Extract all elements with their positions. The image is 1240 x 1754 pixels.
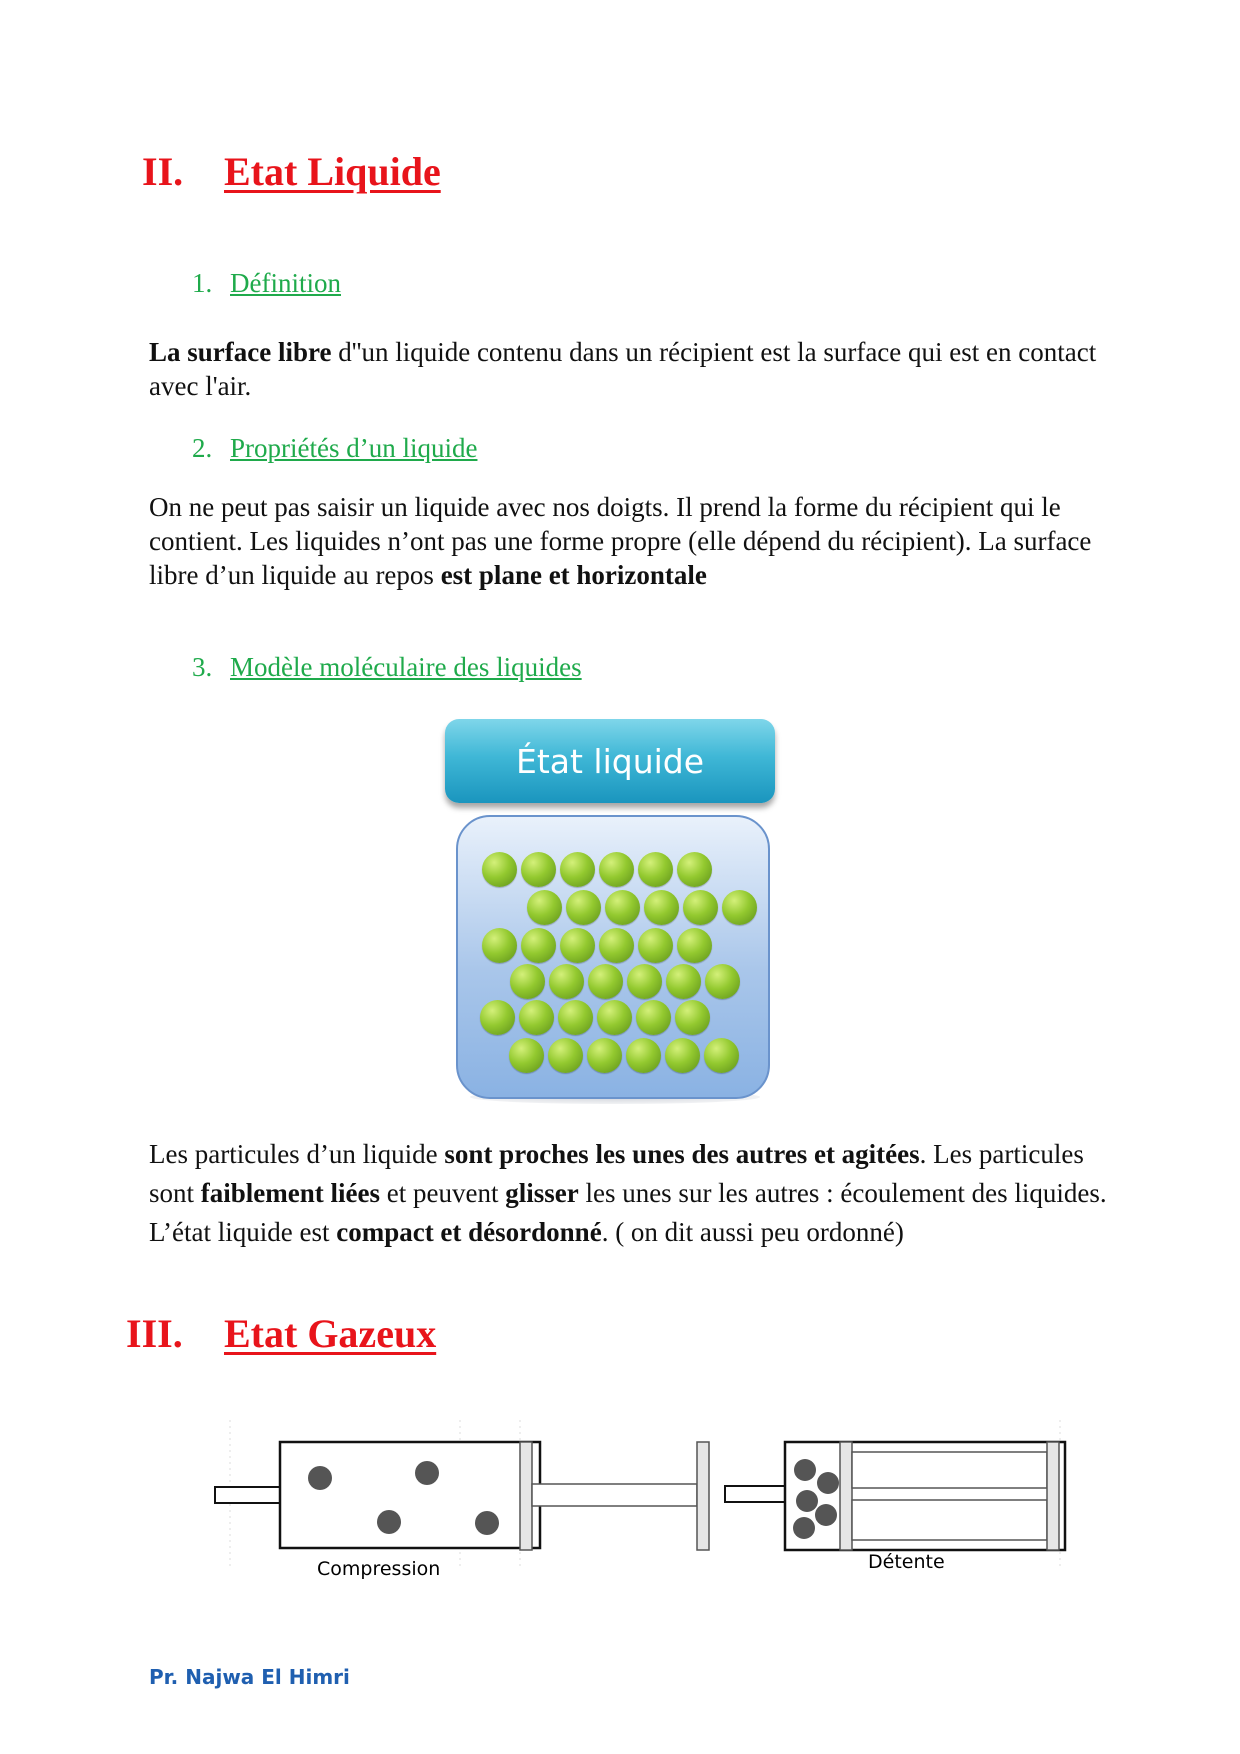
- particle: [482, 852, 517, 887]
- subsection-number: 3.: [192, 652, 213, 682]
- gas-particle: [796, 1490, 818, 1512]
- particle: [509, 1038, 544, 1073]
- particles-text-3: et peuvent: [379, 1178, 506, 1208]
- gas-particle: [377, 1510, 401, 1534]
- particle: [549, 964, 584, 999]
- definition-paragraph: [149, 335, 1109, 403]
- bold-term: La surface libre: [149, 337, 332, 367]
- particle: [480, 1000, 515, 1035]
- particle: [605, 890, 640, 925]
- particle: [627, 964, 662, 999]
- particles-bold-2: faiblement liées: [200, 1178, 380, 1208]
- nozzle: [725, 1486, 785, 1502]
- particle: [566, 890, 601, 925]
- properties-bold: est plane et horizontale: [440, 560, 707, 590]
- particles-bold-1: sont proches les unes des autres et agitées: [444, 1139, 920, 1169]
- gas-particle: [817, 1472, 839, 1494]
- particle: [675, 1000, 710, 1035]
- section-title: Etat Gazeux: [224, 1311, 437, 1356]
- particles-paragraph: [149, 1135, 1109, 1252]
- gas-particle: [308, 1466, 332, 1490]
- particles-text-4: les unes sur les autres : écoulement des liquides. L’état liquide est: [149, 1178, 1107, 1247]
- particle: [510, 964, 545, 999]
- plunger-rod-top: [852, 1452, 1047, 1488]
- properties-paragraph: [149, 490, 1109, 592]
- particle: [597, 1000, 632, 1035]
- particle: [560, 852, 595, 887]
- particle: [521, 928, 556, 963]
- gas-particle: [793, 1517, 815, 1539]
- subsection-number: 1.: [192, 268, 213, 298]
- particle: [626, 1038, 661, 1073]
- particle: [665, 1038, 700, 1073]
- particles-text-1: Les particules d’un liquide: [149, 1139, 445, 1169]
- particle: [638, 928, 673, 963]
- syringe-figure: [200, 1400, 1080, 1590]
- liquid-container: [456, 815, 770, 1099]
- subsection-title: Modèle moléculaire des liquides: [230, 652, 582, 682]
- barrel: [280, 1442, 540, 1548]
- particle: [599, 928, 634, 963]
- particle: [519, 1000, 554, 1035]
- section-heading-liquid: [0, 148, 1240, 198]
- particle: [588, 964, 623, 999]
- particle: [599, 852, 634, 887]
- particle: [527, 890, 562, 925]
- plunger-handle: [1047, 1442, 1059, 1550]
- section-number: II.: [142, 149, 184, 194]
- particle: [521, 852, 556, 887]
- particle: [587, 1038, 622, 1073]
- gas-particle: [415, 1461, 439, 1485]
- particle: [683, 890, 718, 925]
- gas-particle: [475, 1511, 499, 1535]
- particle: [722, 890, 757, 925]
- figure-label: État liquide: [445, 719, 775, 803]
- particle: [636, 1000, 671, 1035]
- detente-label: Détente: [868, 1551, 945, 1573]
- particles-text-5: . ( on dit aussi peu ordonné): [601, 1217, 904, 1247]
- plunger-handle: [697, 1442, 709, 1550]
- properties-text: On ne peut pas saisir un liquide avec nos doigts. Il prend la forme du récipient qui le contient. Les liquides n’ont pas une forme propre (elle dépend du récipient). La surface libre d’un liquide au repos: [149, 492, 1092, 590]
- subsection-title: Définition: [230, 268, 341, 298]
- particles-text-2: . Les particules sont: [149, 1139, 1084, 1208]
- section-number: III.: [126, 1311, 183, 1356]
- section-title: Etat Liquide: [224, 149, 441, 194]
- subsection-title: Propriétés d’un liquide: [230, 433, 478, 463]
- particle: [560, 928, 595, 963]
- plunger-head: [840, 1442, 852, 1550]
- particle: [548, 1038, 583, 1073]
- particle: [482, 928, 517, 963]
- subsection-heading-definition: [0, 268, 1240, 302]
- gas-particle: [815, 1504, 837, 1526]
- particle: [644, 890, 679, 925]
- plunger-rod: [532, 1484, 697, 1506]
- particle: [705, 964, 740, 999]
- particle: [558, 1000, 593, 1035]
- subsection-heading-properties: [0, 433, 1240, 467]
- particle: [677, 852, 712, 887]
- particle: [704, 1038, 739, 1073]
- particle: [666, 964, 701, 999]
- section-heading-gas: [0, 1310, 1240, 1360]
- subsection-number: 2.: [192, 433, 213, 463]
- particles-bold-3: glisser: [505, 1178, 579, 1208]
- definition-text: d''un liquide contenu dans un récipient est la surface qui est en contact avec l'air.: [149, 337, 1097, 401]
- subsection-heading-molecular: [0, 652, 1240, 686]
- footer-author: Pr. Najwa El Himri: [149, 1665, 350, 1689]
- nozzle: [215, 1487, 280, 1503]
- particle: [638, 852, 673, 887]
- compression-label: Compression: [317, 1558, 441, 1580]
- particle: [677, 928, 712, 963]
- plunger-rod-bottom: [852, 1500, 1047, 1540]
- gas-particle: [794, 1459, 816, 1481]
- plunger-head: [520, 1442, 532, 1550]
- particles-bold-4: compact et désordonné: [336, 1217, 602, 1247]
